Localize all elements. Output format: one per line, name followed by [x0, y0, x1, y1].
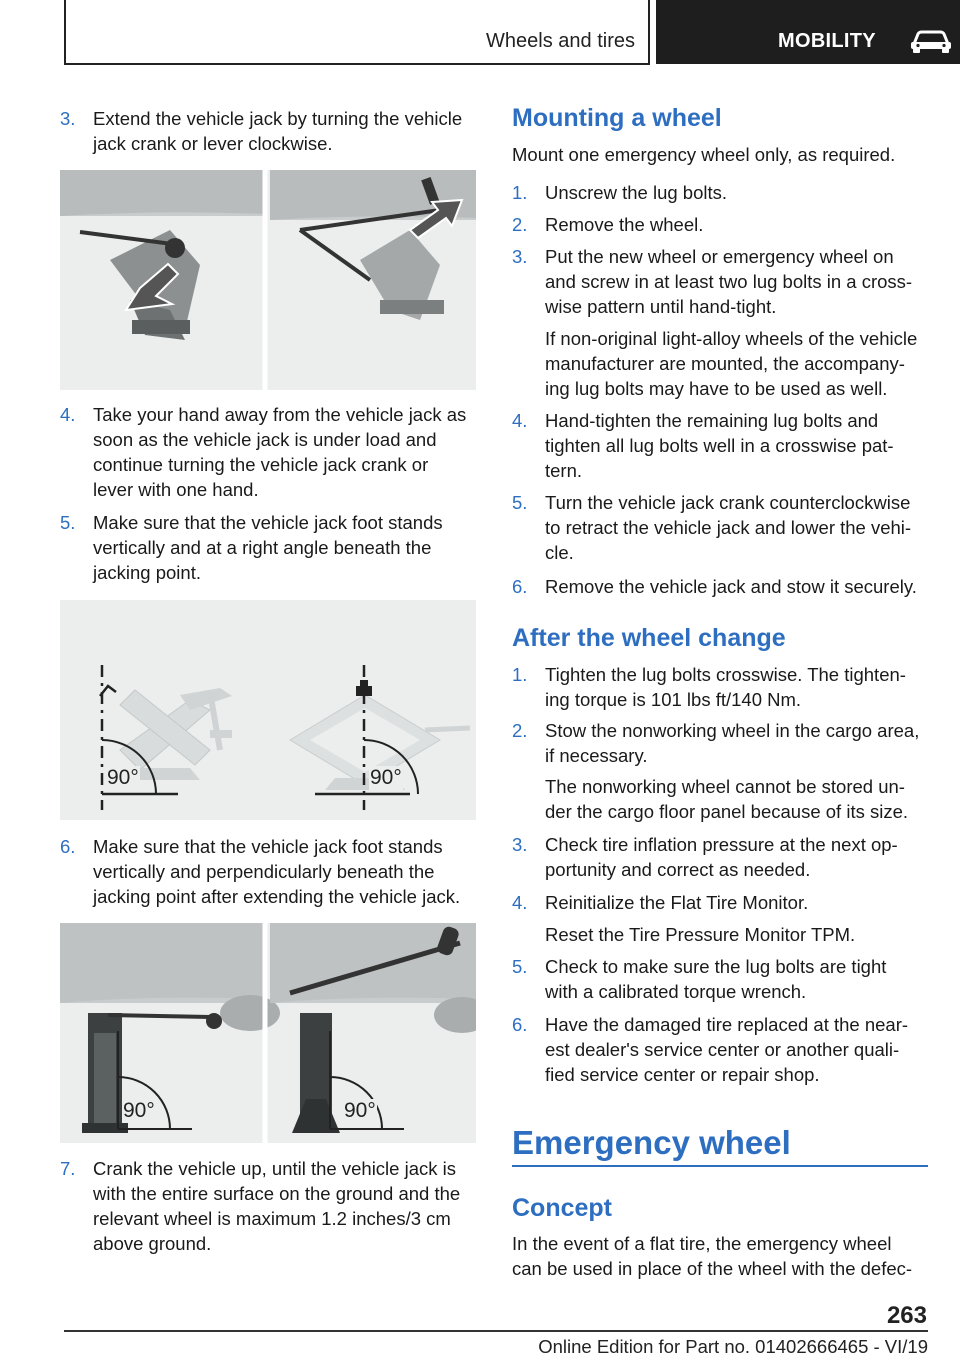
step-number: 3. — [512, 834, 528, 855]
heading-emergency-wheel: Emergency wheel — [512, 1124, 791, 1161]
step-line: jacking point. — [93, 562, 201, 583]
header-chapter-tab[interactable] — [656, 0, 960, 64]
angle-label-right-b: 90° — [344, 1099, 376, 1122]
step-line: if necessary. — [545, 745, 648, 766]
step-line: fied service center or repair shop. — [545, 1064, 820, 1085]
step-number: 7. — [60, 1158, 76, 1179]
header-bottom-rule — [64, 63, 650, 65]
step-line: soon as the vehicle jack is under load and — [93, 429, 437, 450]
concept-line: can be used in place of the wheel with the defec- — [512, 1258, 913, 1279]
step-number: 5. — [512, 492, 528, 513]
step-line: Stow the nonworking wheel in the cargo area, — [545, 720, 920, 741]
step-number: 5. — [512, 956, 528, 977]
step-line: continue turning the vehicle jack crank or — [93, 454, 429, 475]
heading-mounting-a-wheel: Mounting a wheel — [512, 104, 722, 132]
step-line: If non-original light-alloy wheels of the vehicle — [545, 328, 918, 349]
step-line: Have the damaged tire replaced at the near- — [545, 1014, 909, 1035]
step-line: tern. — [545, 460, 583, 481]
figure-jack-crank-clockwise — [60, 170, 476, 390]
step-line: Unscrew the lug bolts. — [545, 182, 728, 203]
step-line: Put the new wheel or emergency wheel on — [545, 246, 894, 267]
mounting-intro: Mount one emergency wheel only, as required. — [512, 144, 896, 165]
step-number: 6. — [60, 836, 76, 857]
step-number: 6. — [512, 1014, 528, 1035]
step-line: jack crank or lever clockwise. — [93, 133, 333, 154]
heading-after-wheel-change: After the wheel change — [512, 624, 786, 652]
step-line: jacking point after extending the vehicle jack. — [93, 886, 461, 907]
step-line: with a calibrated torque wrench. — [545, 981, 807, 1002]
step-number: 3. — [60, 108, 76, 129]
step-line: Check tire inflation pressure at the next op- — [545, 834, 898, 855]
header-left-rule — [64, 0, 66, 64]
step-line: est dealer's service center or another quali- — [545, 1039, 900, 1060]
step-line: Reinitialize the Flat Tire Monitor. — [545, 892, 809, 913]
step-number: 6. — [512, 576, 528, 597]
step-number: 2. — [512, 214, 528, 235]
step-number: 1. — [512, 664, 528, 685]
step-number: 1. — [512, 182, 528, 203]
step-line: portunity and correct as needed. — [545, 859, 811, 880]
angle-label-left: 90° — [107, 766, 139, 789]
angle-label-right: 90° — [370, 766, 402, 789]
heading-concept: Concept — [512, 1194, 612, 1222]
step-line: Turn the vehicle jack crank counterclockwise — [545, 492, 911, 513]
step-line: tighten all lug bolts well in a crosswise pat- — [545, 435, 894, 456]
car-icon — [908, 28, 954, 54]
header-separator — [648, 0, 650, 64]
step-line: der the cargo floor panel because of its size. — [545, 801, 909, 822]
step-number: 5. — [60, 512, 76, 533]
step-line: manufacturer are mounted, the accompany- — [545, 353, 905, 374]
step-line: wise pattern until hand-tight. — [545, 296, 777, 317]
step-line: Tighten the lug bolts crosswise. The tighten- — [545, 664, 906, 685]
step-line: ing lug bolts may have to be used as well. — [545, 378, 888, 399]
step-line: to retract the vehicle jack and lower the vehi- — [545, 517, 912, 538]
page-number: 263 — [886, 1302, 927, 1329]
step-line: with the entire surface on the ground and the — [93, 1183, 461, 1204]
step-line: Hand-tighten the remaining lug bolts and — [545, 410, 879, 431]
step-number: 2. — [512, 720, 528, 741]
step-line: Crank the vehicle up, until the vehicle jack is — [93, 1158, 456, 1179]
step-line: Check to make sure the lug bolts are tight — [545, 956, 887, 977]
step-number: 4. — [512, 410, 528, 431]
step-line: vertically and at a right angle beneath the — [93, 537, 432, 558]
step-number: 4. — [60, 404, 76, 425]
step-line: Reset the Tire Pressure Monitor TPM. — [545, 924, 856, 945]
step-number: 3. — [512, 246, 528, 267]
step-line: and screw in at least two lug bolts in a cross- — [545, 271, 913, 292]
angle-label-left-b: 90° — [123, 1099, 155, 1122]
step-line: Make sure that the vehicle jack foot stands — [93, 836, 443, 857]
footer-rule — [64, 1330, 928, 1332]
footer-edition: Online Edition for Part no. 01402666465 - VI/19 — [538, 1336, 928, 1357]
step-line: Remove the wheel. — [545, 214, 704, 235]
step-number: 4. — [512, 892, 528, 913]
step-line: Extend the vehicle jack by turning the vehicle — [93, 108, 463, 129]
step-line: above ground. — [93, 1233, 212, 1254]
step-line: lever with one hand. — [93, 479, 259, 500]
step-line: Make sure that the vehicle jack foot stands — [93, 512, 443, 533]
figure-jack-perpendicular — [60, 923, 476, 1143]
step-line: The nonworking wheel cannot be stored un- — [545, 776, 905, 797]
figure-jack-right-angle — [60, 600, 476, 820]
step-line: Take your hand away from the vehicle jack as — [93, 404, 467, 425]
header-chapter-label: MOBILITY — [778, 30, 876, 52]
step-line: relevant wheel is maximum 1.2 inches/3 cm — [93, 1208, 451, 1229]
header-section-title: Wheels and tires — [486, 30, 635, 52]
step-line: Remove the vehicle jack and stow it securely. — [545, 576, 917, 597]
heading-rule — [512, 1165, 928, 1167]
concept-text — [512, 1231, 928, 1281]
step-line: cle. — [545, 542, 574, 563]
concept-line: In the event of a flat tire, the emergency wheel — [512, 1233, 892, 1254]
step-line: ing torque is 101 lbs ft/140 Nm. — [545, 689, 802, 710]
step-line: vertically and perpendicularly beneath the — [93, 861, 435, 882]
